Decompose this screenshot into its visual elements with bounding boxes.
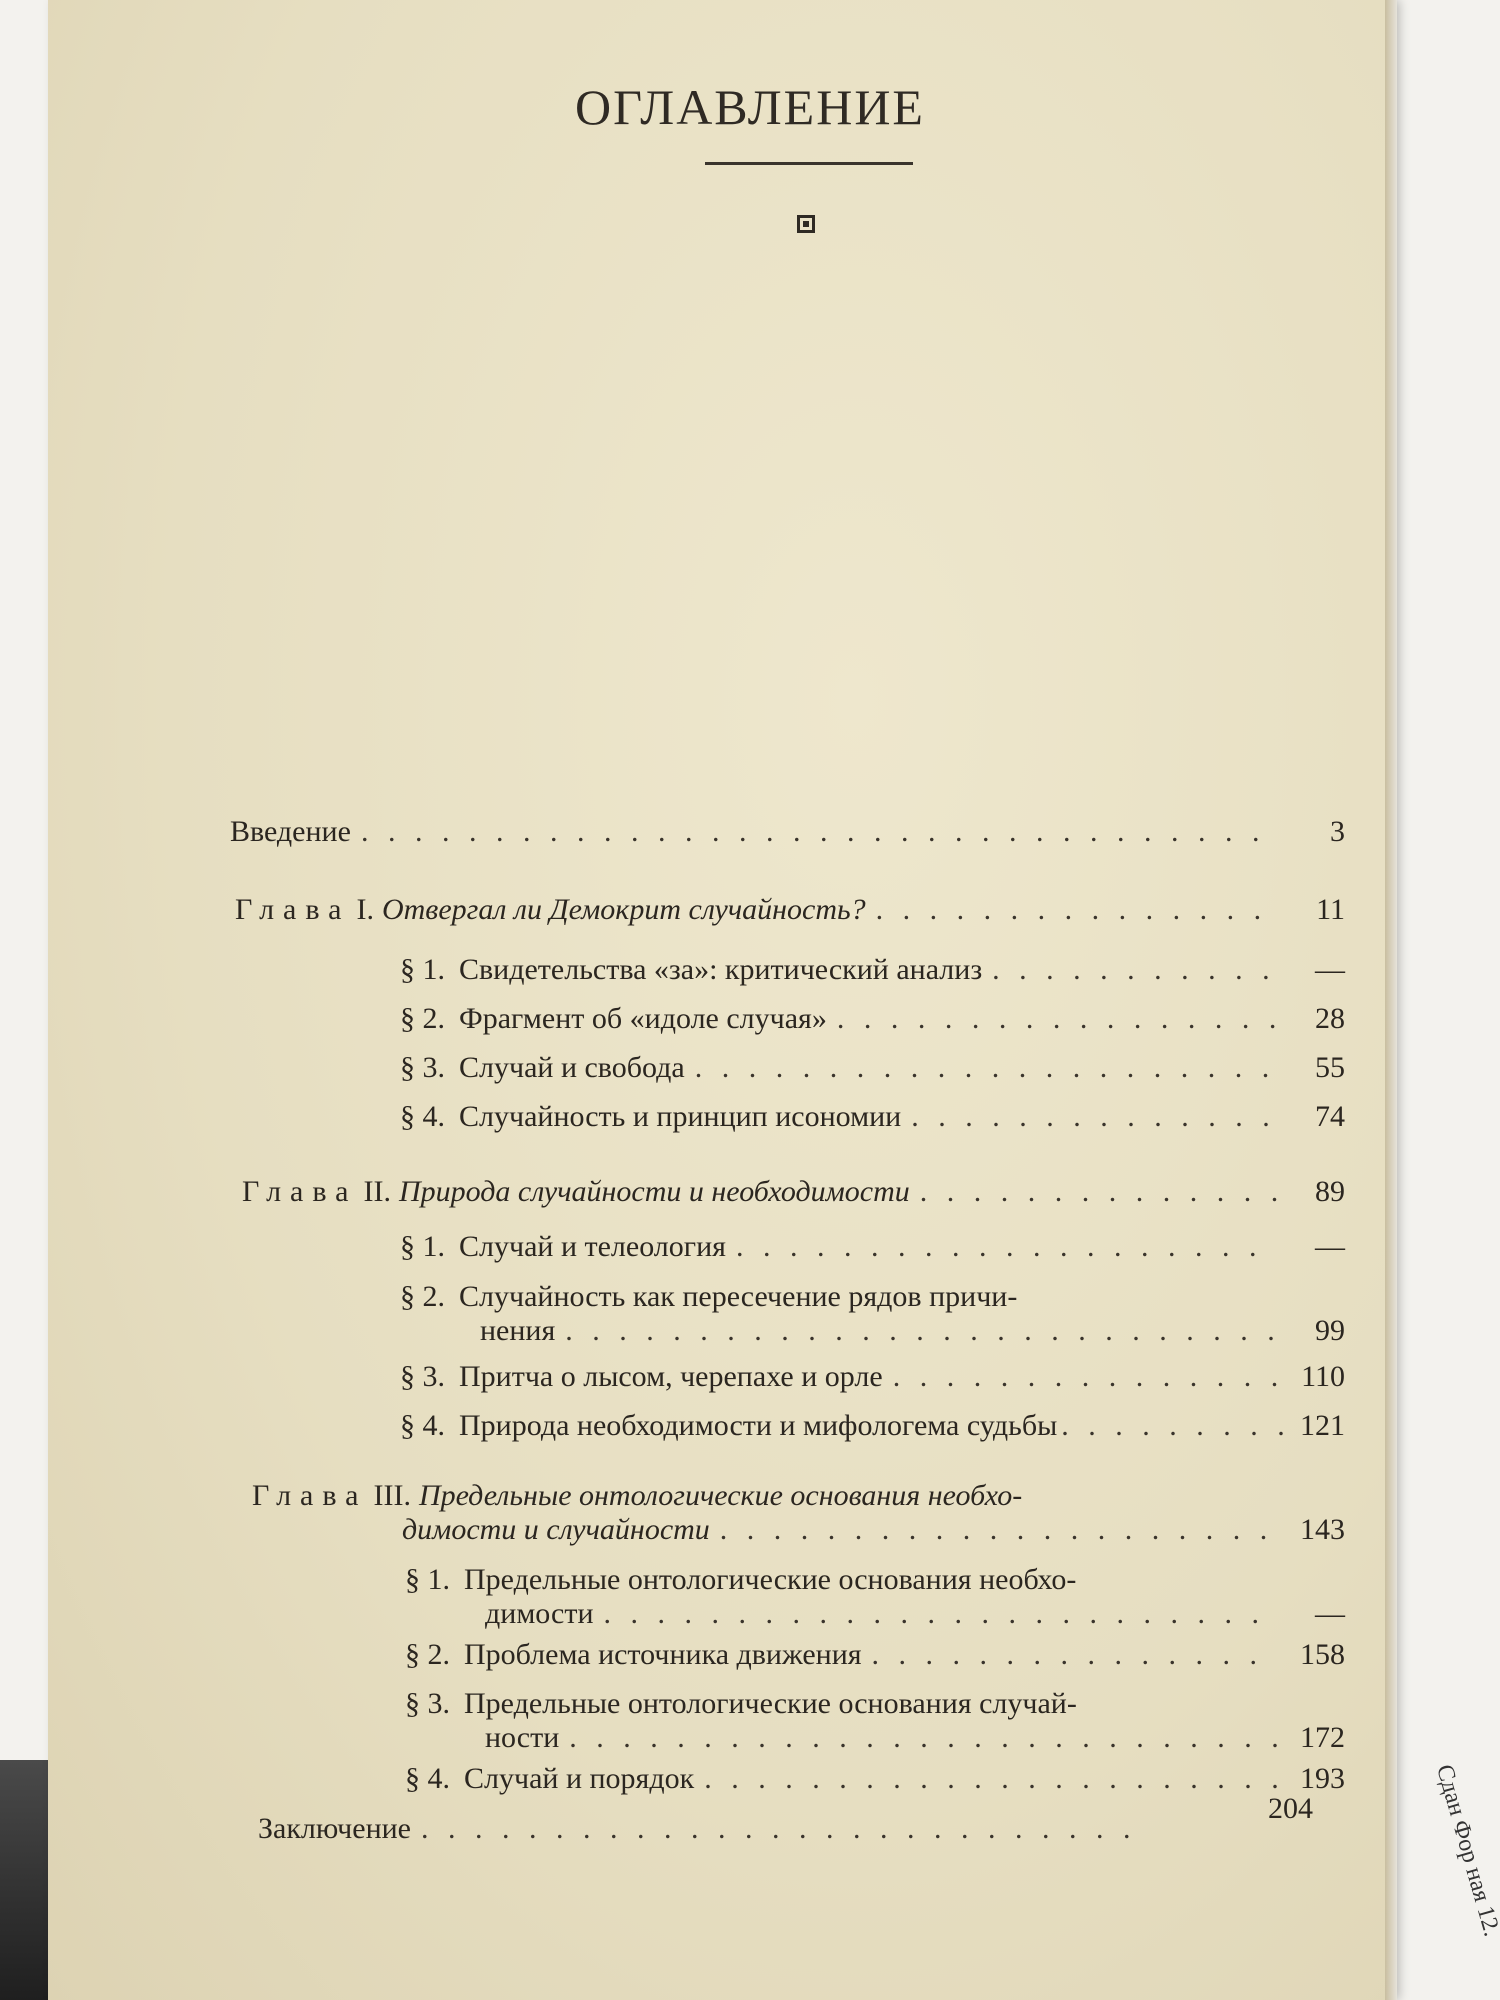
section-number: § 1. bbox=[400, 1230, 445, 1263]
toc-entry-2-4 bbox=[400, 1409, 1345, 1443]
entry-label: Случайность как пересечение рядов причи- bbox=[459, 1280, 1018, 1313]
dot-leader bbox=[837, 1002, 1277, 1036]
entry-page: 204 bbox=[1268, 1792, 1313, 1825]
entry-label: Природа необходимости и мифологема судьбы bbox=[459, 1409, 1058, 1442]
entry-page: 74 bbox=[1315, 1100, 1345, 1133]
toc-entry-2-3 bbox=[400, 1360, 1345, 1394]
entry-label: Предельные онтологические основания необхо- bbox=[464, 1563, 1077, 1596]
entry-page: 11 bbox=[1316, 893, 1345, 926]
entry-label: Случайность и принцип исономии bbox=[459, 1100, 902, 1133]
entry-page: 158 bbox=[1300, 1638, 1345, 1671]
entry-label-continued: димости и случайности bbox=[402, 1513, 710, 1546]
section-number: § 3. bbox=[400, 1051, 445, 1084]
section-number: § 2. bbox=[400, 1280, 445, 1313]
toc-entry-3-4 bbox=[405, 1762, 1345, 1796]
section-number: § 1. bbox=[405, 1563, 450, 1596]
toc-entry-1-1 bbox=[400, 953, 1345, 987]
section-number: § 2. bbox=[405, 1638, 450, 1671]
chapter-prefix: Глава bbox=[252, 1479, 368, 1512]
entry-label: Свидетельства «за»: критический анализ bbox=[459, 953, 983, 986]
entry-page: 193 bbox=[1300, 1762, 1345, 1795]
dot-leader bbox=[920, 1175, 1277, 1209]
section-number: § 4. bbox=[400, 1100, 445, 1133]
section-number: § 3. bbox=[405, 1687, 450, 1720]
dot-leader bbox=[893, 1360, 1277, 1394]
dot-leader bbox=[876, 893, 1277, 927]
entry-label: Проблема источника движения bbox=[464, 1638, 862, 1671]
section-number: § 2. bbox=[400, 1002, 445, 1035]
toc-entry-3-1 bbox=[405, 1563, 1345, 1631]
entry-page: 28 bbox=[1315, 1002, 1345, 1035]
dot-leader bbox=[361, 815, 1277, 849]
entry-label: Фрагмент об «идоле случая» bbox=[459, 1002, 827, 1035]
chapter-prefix: Глава bbox=[235, 893, 351, 926]
dot-leader bbox=[911, 1100, 1277, 1134]
dot-leader bbox=[565, 1314, 1277, 1348]
dot-leader bbox=[604, 1597, 1277, 1631]
section-number: § 1. bbox=[400, 953, 445, 986]
dot-leader bbox=[872, 1638, 1277, 1672]
entry-page: — bbox=[1315, 1597, 1345, 1630]
entry-label: Предельные онтологические основания случай- bbox=[464, 1687, 1077, 1720]
dot-leader bbox=[704, 1762, 1277, 1796]
toc-entry-1-3 bbox=[400, 1051, 1345, 1085]
entry-label: Случай и телеология bbox=[459, 1230, 726, 1263]
toc-entry-chapter-3 bbox=[252, 1479, 1345, 1547]
entry-page: — bbox=[1315, 953, 1345, 986]
toc-entry-1-4 bbox=[400, 1100, 1345, 1134]
toc-entry-2-2 bbox=[400, 1280, 1345, 1348]
chapter-number: III. bbox=[373, 1479, 411, 1512]
dot-leader bbox=[720, 1513, 1277, 1547]
section-number: § 4. bbox=[405, 1762, 450, 1795]
dot-leader bbox=[421, 1812, 1143, 1846]
entry-page: 110 bbox=[1301, 1360, 1345, 1393]
chapter-number: II. bbox=[363, 1175, 391, 1208]
dot-leader bbox=[992, 953, 1277, 987]
entry-label: Притча о лысом, черепахе и орле bbox=[459, 1360, 883, 1393]
toc-entry-2-1 bbox=[400, 1230, 1345, 1264]
dot-leader bbox=[736, 1230, 1277, 1264]
entry-page: 89 bbox=[1315, 1175, 1345, 1208]
entry-label: Природа случайности и необходимости bbox=[398, 1175, 910, 1208]
entry-page: 172 bbox=[1300, 1721, 1345, 1754]
page-title: ОГЛАВЛЕНИЕ bbox=[575, 79, 925, 135]
toc-entry-1-2 bbox=[400, 1002, 1345, 1036]
toc-entry-3-2 bbox=[405, 1638, 1345, 1672]
toc-entry-3-3 bbox=[405, 1687, 1345, 1755]
entry-label-continued: нения bbox=[480, 1314, 556, 1347]
section-number: § 3. bbox=[400, 1360, 445, 1393]
entry-label: Предельные онтологические основания необхо- bbox=[418, 1479, 1023, 1512]
entry-page: 55 bbox=[1315, 1051, 1345, 1084]
toc-entry-chapter-1 bbox=[235, 893, 1345, 927]
entry-page: 99 bbox=[1315, 1314, 1345, 1347]
dot-leader bbox=[569, 1721, 1277, 1755]
entry-label: Заключение bbox=[258, 1812, 411, 1845]
dot-leader bbox=[1061, 1409, 1287, 1443]
chapter-number: I. bbox=[356, 893, 374, 926]
chapter-prefix: Глава bbox=[242, 1175, 358, 1208]
toc-entry-chapter-2 bbox=[242, 1175, 1345, 1209]
entry-page: 121 bbox=[1300, 1409, 1345, 1442]
entry-label-continued: димости bbox=[485, 1597, 594, 1630]
entry-label: Случай и порядок bbox=[464, 1762, 695, 1795]
toc-entry-conclusion bbox=[258, 1792, 1323, 1846]
entry-label-continued: ности bbox=[485, 1721, 560, 1754]
dot-leader bbox=[695, 1051, 1277, 1085]
entry-label: Отвергал ли Демокрит случайность? bbox=[381, 893, 866, 926]
entry-page: 3 bbox=[1330, 815, 1345, 848]
entry-page: — bbox=[1315, 1230, 1345, 1263]
entry-label: Случай и свобода bbox=[459, 1051, 685, 1084]
entry-page: 143 bbox=[1300, 1513, 1345, 1546]
entry-label: Введение bbox=[230, 815, 351, 848]
section-number: § 4. bbox=[400, 1409, 445, 1442]
toc-entry-introduction bbox=[230, 815, 1345, 849]
